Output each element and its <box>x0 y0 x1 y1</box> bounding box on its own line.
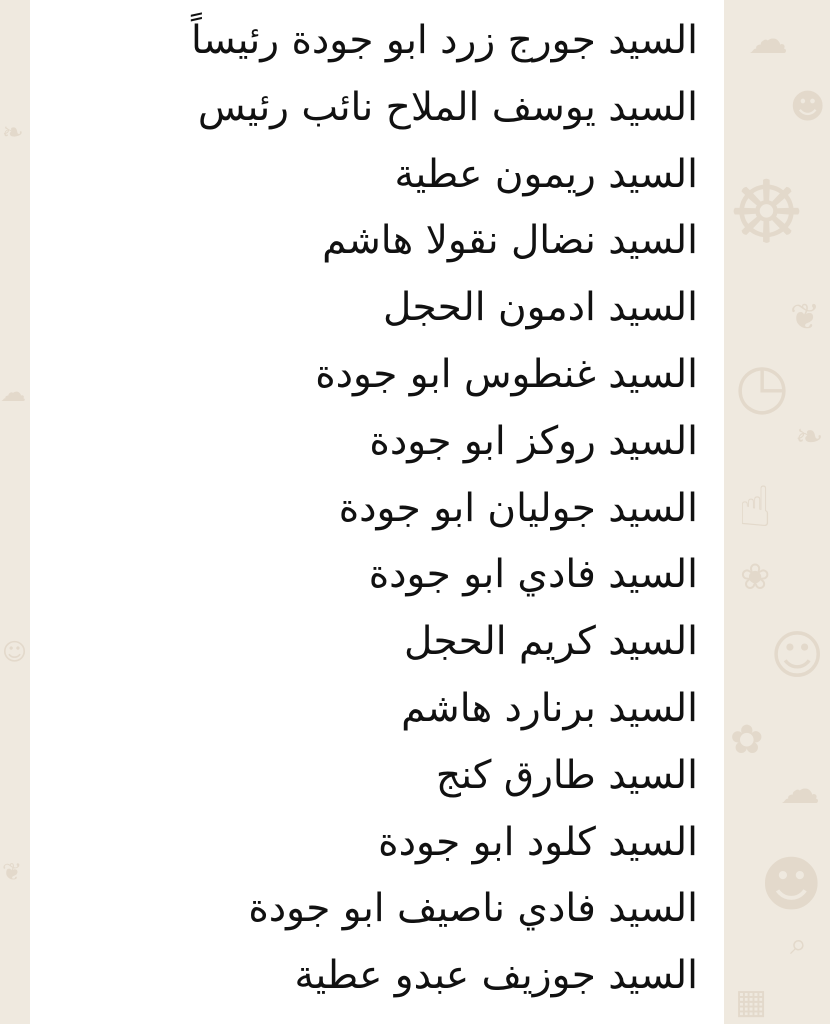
cloud-icon: ☁ <box>748 17 788 63</box>
leaf-icon: ❦ <box>2 858 23 886</box>
message-line: السيد فادي ناصيف ابو جودة <box>248 886 698 932</box>
message-text <box>50 8 698 1010</box>
message-line: السيد يوسف الملاح نائب رئيس <box>197 84 698 130</box>
face-icon: ☺ <box>2 638 28 666</box>
message-line: السيد غنطوس ابو جودة <box>315 351 698 397</box>
wheel-icon: ☸ <box>728 163 806 263</box>
leaf-icon: ❀ <box>740 557 771 598</box>
message-line: السيد برنارد هاشم <box>401 685 698 731</box>
grid-icon: ▦ <box>735 982 768 1022</box>
hand-icon: ☝ <box>738 475 773 540</box>
cloud-icon: ☁ <box>0 378 26 408</box>
leaf-icon: ❦ <box>790 297 821 338</box>
face-icon: ☺ <box>770 626 825 686</box>
leaf-icon: ❧ <box>795 417 824 457</box>
search-icon: ⌕ <box>790 927 807 962</box>
message-line: السيد كريم الحجل <box>403 619 698 665</box>
cloud-icon: ☁ <box>780 767 820 813</box>
message-bubble <box>30 0 724 1024</box>
message-line: السيد فادي ابو جودة <box>368 552 698 598</box>
message-line: السيد جوليان ابو جودة <box>338 485 698 531</box>
face-icon: ☻ <box>790 87 826 127</box>
message-line: السيد جورج زرد ابو جودة رئيساً <box>190 18 698 63</box>
face-icon: ☻ <box>760 850 823 920</box>
message-line: السيد ادمون الحجل <box>382 285 698 331</box>
message-line: السيد ريمون عطية <box>394 151 698 197</box>
message-line: السيد كلود ابو جودة <box>378 819 698 865</box>
clock-icon: ◷ <box>735 349 790 422</box>
message-line: السيد جوزيف عبدو عطية <box>294 953 698 999</box>
leaf-icon: ✿ <box>730 717 764 763</box>
leaf-icon: ❧ <box>2 118 24 148</box>
message-line: السيد طارق كنج <box>435 752 698 798</box>
message-line: السيد روكز ابو جودة <box>369 418 698 464</box>
message-line: السيد نضال نقولا هاشم <box>322 218 698 264</box>
